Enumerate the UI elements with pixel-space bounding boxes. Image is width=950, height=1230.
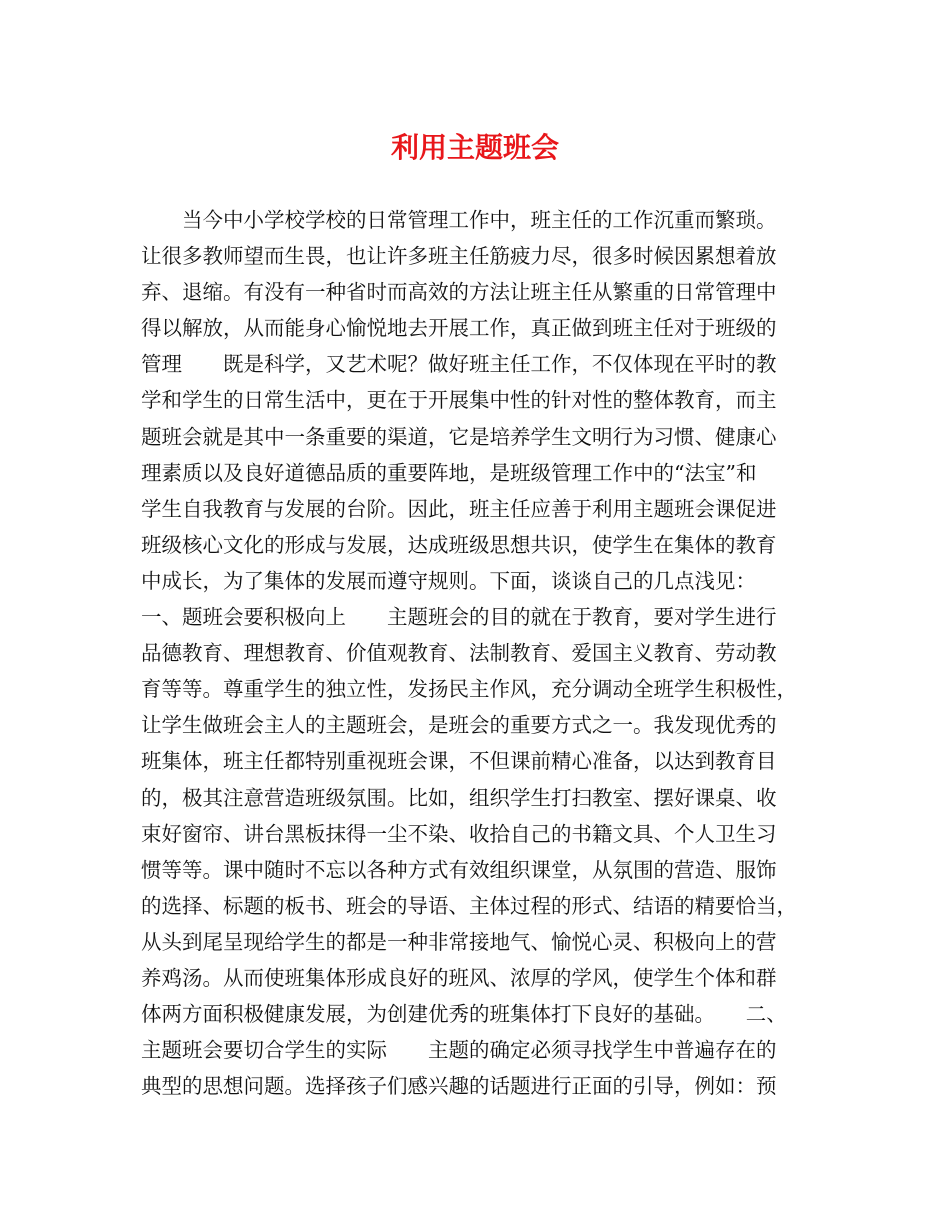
body-line: 育等等。尊重学生的独立性，发扬民主作风，充分调动全班学生积极性，: [141, 677, 797, 702]
body-line: 惯等等。课中随时不忘以各种方式有效组织课堂，从氛围的营造、服饰: [141, 857, 777, 882]
body-line: 班集体，班主任都特别重视班会课，不但课前精心准备，以达到教育目: [141, 749, 777, 774]
document-title: 利用主题班会: [390, 131, 559, 164]
body-line: 让很多教师望而生畏，也让许多班主任筋疲力尽，很多时候因累想着放: [141, 244, 777, 269]
body-line: 主题班会要切合学生的实际 主题的确定必须寻找学生中普遍存在的: [141, 1038, 777, 1063]
body-line: 品德教育、理想教育、价值观教育、法制教育、爱国主义教育、劳动教: [141, 641, 777, 666]
body-line: 养鸡汤。从而使班集体形成良好的班风、浓厚的学风，使学生个体和群: [141, 965, 777, 990]
body-line: 中成长，为了集体的发展而遵守规则。下面，谈谈自己的几点浅见：: [141, 568, 756, 593]
body-line: 让学生做班会主人的主题班会，是班会的重要方式之一。我发现优秀的: [141, 713, 777, 738]
body-line: 弃、退缩。有没有一种省时而高效的方法让班主任从繁重的日常管理中: [141, 280, 777, 305]
body-line: 班级核心文化的形成与发展，达成班级思想共识，使学生在集体的教育: [141, 532, 777, 557]
body-line: 学和学生的日常生活中，更在于开展集中性的针对性的整体教育，而主: [141, 388, 777, 413]
body-line: 典型的思想问题。选择孩子们感兴趣的话题进行正面的引导，例如：预: [141, 1074, 777, 1099]
body-line: 束好窗帘、讲台黑板抹得一尘不染、收拾自己的书籍文具、个人卫生习: [141, 821, 777, 846]
body-line: 理素质以及良好道德品质的重要阵地，是班级管理工作中的“法宝”和: [141, 460, 757, 485]
body-line: 管理 既是科学，又艺术呢？做好班主任工作，不仅体现在平时的教: [141, 352, 777, 377]
body-line: 学生自我教育与发展的台阶。因此，班主任应善于利用主题班会课促进: [141, 496, 777, 521]
body-line: 的选择、标题的板书、班会的导语、主体过程的形式、结语的精要恰当，: [141, 893, 797, 918]
body-line: 当今中小学校学校的日常管理工作中，班主任的工作沉重而繁琐。: [141, 208, 777, 232]
body-line: 从头到尾呈现给学生的都是一种非常接地气、愉悦心灵、积极向上的营: [141, 929, 777, 954]
body-line: 题班会就是其中一条重要的渠道，它是培养学生文明行为习惯、健康心: [141, 424, 777, 449]
document-body: [141, 202, 831, 1104]
body-line: 一、题班会要积极向上 主题班会的目的就在于教育，要对学生进行: [141, 605, 777, 630]
body-line: 体两方面积极健康发展，为创建优秀的班集体打下良好的基础。 二、: [141, 1002, 787, 1027]
body-line: 的，极其注意营造班级氛围。比如，组织学生打扫教室、摆好课桌、收: [141, 785, 777, 810]
body-line: 得以解放，从而能身心愉悦地去开展工作，真正做到班主任对于班级的: [141, 316, 777, 341]
